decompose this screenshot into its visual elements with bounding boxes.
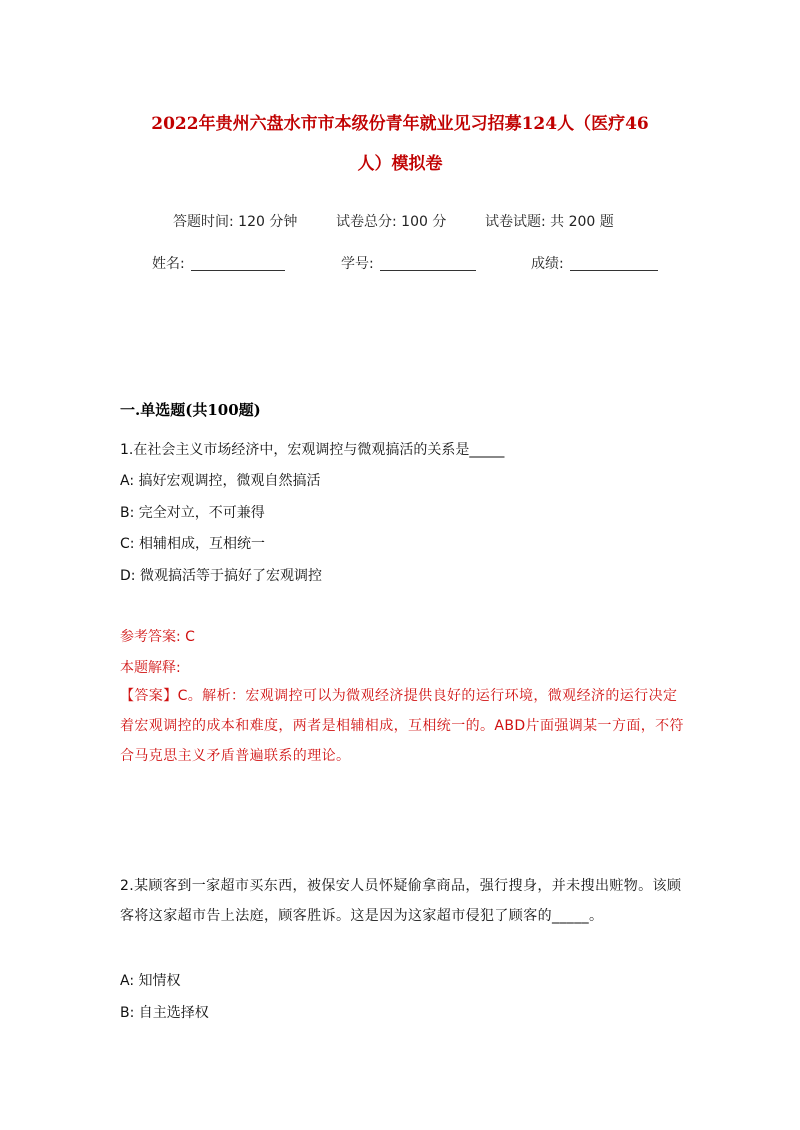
- question-1-option-d: D: 微观搞活等于搞好了宏观调控: [120, 568, 322, 584]
- question-1-stem: 1.在社会主义市场经济中，宏观调控与微观搞活的关系是_____: [120, 442, 505, 458]
- section-heading: 一.单选题(共100题): [120, 401, 261, 419]
- question-1-explanation: 【答案】C。解析：宏观调控可以为微观经济提供良好的运行环境，微观经济的运行决定着宏观调控的成本和难度，两者是相辅相成，互相统一的。ABD片面强调某一方面，不符合马克思主义矛盾普遍联系的理论。: [120, 688, 684, 764]
- id-field: [341, 253, 476, 273]
- name-blank: [191, 255, 285, 271]
- question-2-stem: 2.某顾客到一家超市买东西，被保安人员怀疑偷拿商品，强行搜身，并未搜出赃物。该顾客将这家超市告上法庭，顾客胜诉。这是因为这家超市侵犯了顾客的_____。: [120, 878, 682, 924]
- score-label: 成绩:: [531, 256, 564, 272]
- id-blank: [380, 255, 476, 271]
- question-1-option-a: A: 搞好宏观调控，微观自然搞活: [120, 473, 321, 489]
- question-1-answer: 参考答案: C: [120, 629, 195, 645]
- question-1-explanation-label: 本题解释:: [120, 660, 181, 676]
- score-blank: [570, 255, 658, 271]
- page-title-continued: 人）模拟卷: [357, 154, 443, 174]
- name-label: 姓名:: [152, 256, 185, 272]
- exam-total-score: 试卷总分: 100 分: [336, 214, 447, 230]
- name-field: [152, 253, 285, 273]
- question-1-option-b: B: 完全对立，不可兼得: [120, 505, 265, 521]
- question-1-option-c: C: 相辅相成，互相统一: [120, 536, 265, 552]
- score-field: [531, 253, 658, 273]
- page-title: 2022年贵州六盘水市市本级份青年就业见习招募124人（医疗46: [151, 114, 649, 134]
- question-2-option-a: A: 知情权: [120, 973, 181, 989]
- id-label: 学号:: [341, 256, 374, 272]
- exam-time: 答题时间: 120 分钟: [173, 214, 298, 230]
- exam-question-count: 试卷试题: 共 200 题: [485, 214, 614, 230]
- question-2-option-b: B: 自主选择权: [120, 1005, 209, 1021]
